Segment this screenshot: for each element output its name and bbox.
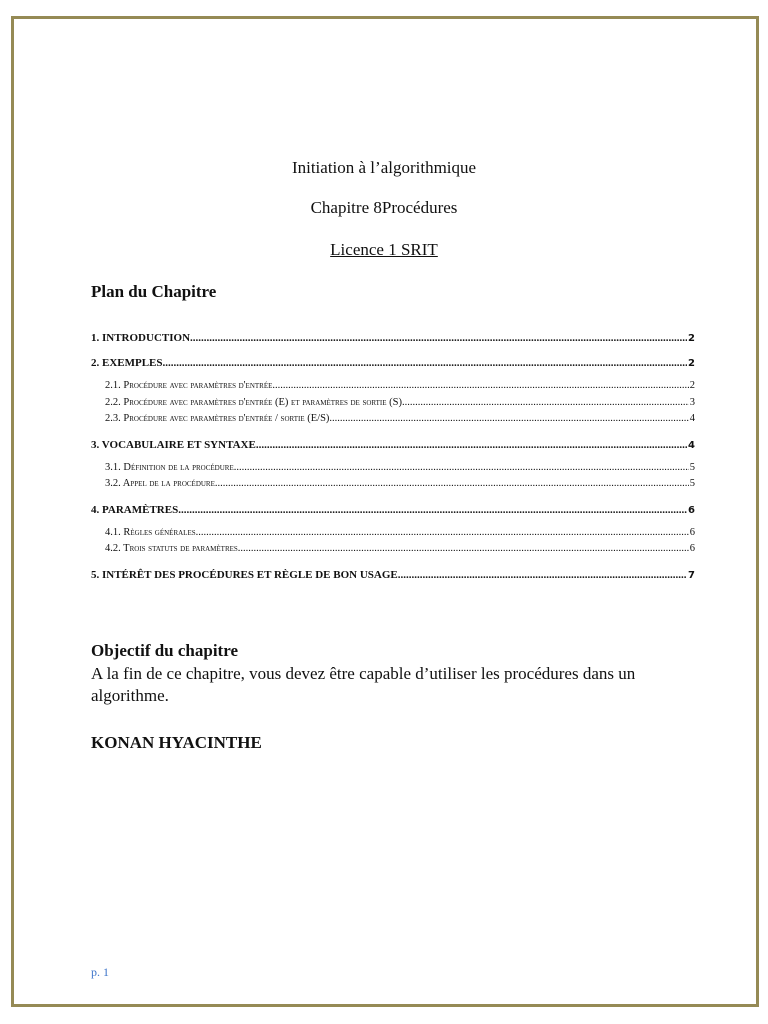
toc-entry-page: 6 (689, 526, 695, 538)
toc-entry-section[interactable] (91, 437, 695, 453)
page-number: p. 1 (91, 965, 109, 979)
toc-entry-label: 3.1. Définition de la procédure (105, 461, 234, 473)
toc-entry-label: 3.2. Appel de la procédure (105, 478, 215, 489)
toc-entry-page: 5 (689, 461, 695, 473)
toc-leader-dots (163, 355, 688, 371)
plan-heading: Plan du Chapitre (91, 282, 217, 301)
toc-entry-label: 3. VOCABULAIRE ET SYNTAXE (91, 438, 256, 451)
toc-entry-label: 1. INTRODUCTION (91, 332, 191, 344)
toc-entry-section[interactable] (91, 567, 695, 583)
toc-leader-dots (215, 476, 689, 493)
toc-entry-label: 4.1. Règles générales (105, 526, 196, 538)
toc-entry-label: 2. EXEMPLES (91, 357, 163, 369)
toc-entry-subsection[interactable] (91, 541, 695, 558)
toc-leader-dots (234, 460, 689, 477)
objective-title: Objectif du chapitre (91, 641, 239, 660)
toc-entry-page: 3 (689, 396, 695, 408)
toc-leader-dots (402, 395, 689, 412)
toc-leader-dots (398, 567, 687, 583)
toc-entry-page: 7 (688, 569, 695, 581)
toc-entry-label: 4.2. Trois statuts de paramètres (105, 543, 238, 554)
toc-entry-page: 4 (688, 439, 695, 451)
toc-entry-page: 5 (689, 478, 695, 489)
toc-entry-page: 6 (688, 504, 695, 516)
toc-entry-label: 5. INTÉRÊT DES PROCÉDURES ET RÈGLE DE BON USAGE (91, 568, 398, 581)
toc-entry-page: 2 (688, 333, 695, 344)
toc-leader-dots (256, 437, 687, 453)
toc-entry-page: 4 (689, 413, 695, 424)
toc-entry-label: 2.1. Procédure avec paramètres d'entrée (105, 380, 273, 391)
table-of-contents (91, 330, 695, 583)
toc-entry-label: 2.3. Procédure avec paramètres d'entrée / sortie (E/S) (105, 413, 330, 424)
toc-entry-label: 4. PARAMÈTRES (91, 503, 179, 516)
toc-entry-page: 6 (689, 543, 695, 554)
chapter-title: Chapitre 8Procédures (310, 198, 458, 217)
toc-entry-subsection[interactable] (91, 476, 695, 493)
toc-entry-page: 2 (688, 358, 695, 369)
toc-leader-dots (178, 502, 687, 518)
toc-entry-section[interactable] (91, 355, 695, 371)
objective-text: A la fin de ce chapitre, vous devez être capable d’utiliser les procédures dans un algorithme. (91, 664, 636, 705)
document-title: Initiation à l’algorithmique (291, 158, 477, 177)
toc-entry-section[interactable] (91, 502, 695, 518)
toc-entry-subsection[interactable] (91, 460, 695, 477)
toc-entry-subsection[interactable] (91, 411, 695, 428)
toc-leader-dots (329, 411, 688, 428)
toc-leader-dots (190, 330, 687, 346)
licence-label: Licence 1 SRIT (330, 240, 438, 259)
toc-entry-section[interactable] (91, 330, 695, 346)
toc-leader-dots (238, 541, 689, 558)
toc-leader-dots (272, 378, 688, 395)
toc-entry-page: 2 (689, 380, 695, 391)
toc-leader-dots (196, 525, 689, 542)
toc-entry-subsection[interactable] (91, 378, 695, 395)
toc-entry-subsection[interactable] (91, 395, 695, 412)
author-name: KONAN HYACINTHE (91, 733, 262, 752)
toc-entry-subsection[interactable] (91, 525, 695, 542)
toc-entry-label: 2.2. Procédure avec paramètres d'entrée (E) et paramètres de sortie (S) (105, 396, 402, 408)
